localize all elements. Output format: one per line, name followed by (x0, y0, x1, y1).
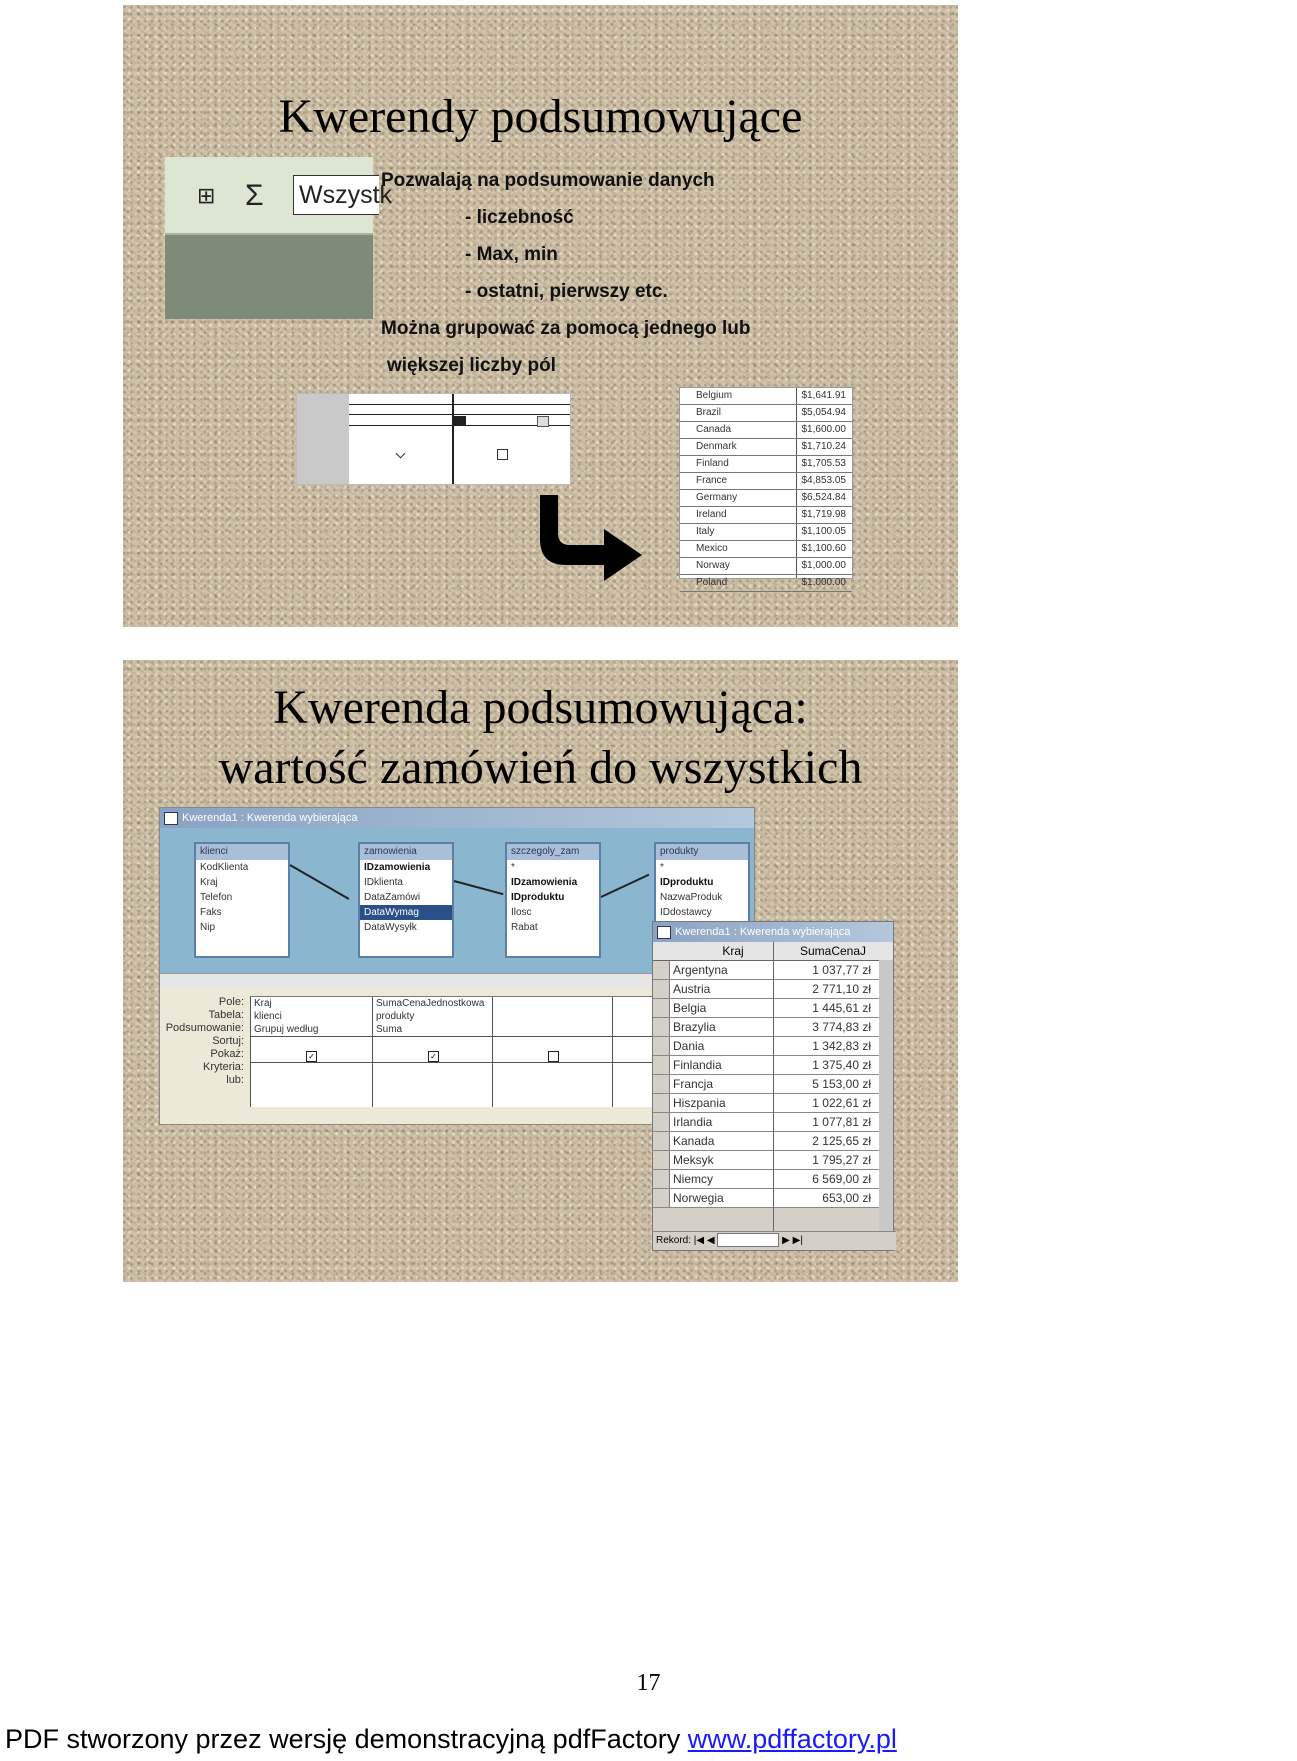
result-row (680, 541, 852, 558)
grid-label: Tabela: (208, 1009, 244, 1021)
row-selector[interactable] (653, 1113, 670, 1131)
row-selector[interactable] (653, 1056, 670, 1074)
result-row (680, 456, 852, 473)
row-selector[interactable] (653, 999, 670, 1017)
table-field: DataWymag (360, 905, 452, 920)
row-country: Italy (696, 526, 715, 537)
row-value: $4,853.05 (801, 475, 846, 486)
table-field: IDproduktu (511, 892, 565, 903)
table-klienci (194, 842, 290, 958)
row-value: $6,524.84 (801, 492, 846, 503)
table-field: NazwaProduk (660, 892, 723, 903)
table-field: Nip (200, 922, 216, 933)
dropdown-arrow-icon (537, 416, 549, 427)
result-row (680, 524, 852, 541)
footer-text: PDF stworzony przez wersję demonstracyjną pdfFactory (5, 1724, 688, 1754)
row-selector[interactable] (653, 1037, 670, 1055)
result-row (680, 558, 852, 575)
row-value: $1,710.24 (801, 441, 846, 452)
slide2-title-line2: wartość zamówień do wszystkich (218, 741, 863, 794)
table-field: * (660, 862, 664, 873)
bullet-line: - ostatni, pierwszy etc. (465, 281, 668, 302)
row-country: Dania (673, 1039, 705, 1053)
table-field: IDproduktu (660, 877, 714, 888)
grid-cell[interactable]: produkty (376, 1011, 415, 1022)
footer-link[interactable]: www.pdffactory.pl (687, 1724, 897, 1754)
table-field: Faks (200, 907, 222, 918)
table-field: Ilosc (511, 907, 532, 918)
curved-arrow-icon (536, 495, 646, 583)
nav-last-icon[interactable]: ▶| (792, 1235, 803, 1246)
vertical-scrollbar[interactable] (879, 960, 893, 1232)
row-value: 1 445,61 zł (812, 1001, 871, 1015)
result-row (680, 388, 852, 405)
row-selector[interactable] (653, 1151, 670, 1169)
row-value: $1,705.53 (801, 458, 846, 469)
table-field: Rabat (511, 922, 538, 933)
column-header[interactable]: Kraj (722, 944, 744, 958)
row-value: 1 795,27 zł (812, 1153, 871, 1167)
pdf-footer (5, 1724, 897, 1755)
table-name: zamowienia (360, 844, 452, 860)
table-field: DataZamówi (364, 892, 421, 903)
table-szczegoly (505, 842, 601, 958)
result-row (680, 473, 852, 490)
bullet-line: - Max, min (465, 244, 558, 265)
record-label: Rekord: (656, 1235, 692, 1246)
show-checkbox[interactable]: ✓ (428, 1051, 439, 1062)
grid-labels (160, 996, 248, 1087)
row-country: Brazil (696, 407, 722, 418)
grid-row-labels (297, 394, 349, 484)
query-icon (657, 926, 671, 939)
row-value: $1,719.98 (801, 509, 846, 520)
row-value: 1 342,83 zł (812, 1039, 871, 1053)
row-country: Belgia (673, 1001, 707, 1015)
slide-summary-queries (123, 5, 958, 627)
row-country: Belgium (696, 390, 733, 401)
row-selector[interactable] (653, 1170, 670, 1188)
check-icon (396, 449, 406, 459)
table-name: produkty (656, 844, 748, 860)
toolbar-bar (165, 157, 393, 235)
row-value: 2 771,10 zł (812, 982, 871, 996)
row-selector[interactable] (653, 1094, 670, 1112)
relation-line (601, 874, 650, 898)
grid-label: Sortuj: (212, 1035, 244, 1047)
row-country: Kanada (673, 1134, 715, 1148)
row-country: France (696, 475, 728, 486)
grid-label: Kryteria: (203, 1061, 244, 1073)
row-selector[interactable] (653, 1075, 670, 1093)
row-value: $1,600.00 (801, 424, 846, 435)
record-number-input[interactable] (717, 1233, 779, 1247)
slide1-title: Kwerendy podsumowujące (278, 90, 803, 143)
window-titlebar (160, 808, 754, 828)
record-navigator[interactable] (653, 1231, 896, 1250)
row-value: 1 037,77 zł (812, 963, 871, 977)
bullet-line: Można grupować za pomocą jednego lub (381, 318, 751, 339)
row-value: 6 569,00 zł (812, 1172, 871, 1186)
show-checkbox[interactable] (548, 1051, 559, 1062)
result-row (680, 575, 852, 592)
query-icon (164, 812, 178, 825)
row-country: Canada (696, 424, 732, 435)
grid-label: Pole: (218, 996, 244, 1008)
row-country: Niemcy (673, 1172, 714, 1186)
table-name: szczegoly_zam (507, 844, 599, 860)
result-title: Kwerenda1 : Kwerenda wybierająca (675, 926, 851, 938)
grid-cell[interactable]: Suma (376, 1024, 403, 1035)
row-selector[interactable] (653, 1189, 670, 1207)
column-header[interactable]: SumaCenaJ (799, 944, 867, 958)
row-value: 1 077,81 zł (812, 1115, 871, 1129)
row-value: $5,054.94 (801, 407, 846, 418)
check-icon (497, 449, 508, 460)
row-selector[interactable] (653, 980, 670, 998)
table-field: KodKlienta (200, 862, 249, 873)
row-country: Meksyk (673, 1153, 714, 1167)
row-value: $1,100.05 (801, 526, 846, 537)
row-value: $1,100.60 (801, 543, 846, 554)
row-country: Norwegia (673, 1191, 724, 1205)
top-values-box: Wszystk (293, 175, 379, 215)
table-field: IDdostawcy (660, 907, 712, 918)
result-row (680, 507, 852, 524)
grid-cell[interactable]: Kraj (254, 998, 272, 1009)
slide2-title-line1: Kwerenda podsumowująca: (273, 681, 808, 734)
table-field: Telefon (200, 892, 233, 903)
row-country: Denmark (696, 441, 737, 452)
table-field: IDzamowienia (364, 862, 431, 873)
row-value: $1,000.00 (801, 577, 846, 588)
bullet-line: większej liczby pól (387, 355, 556, 376)
relation-line (454, 880, 504, 895)
row-country: Argentyna (673, 963, 728, 977)
page-number: 17 (636, 1670, 661, 1696)
query-grid-screenshot (296, 393, 571, 485)
nav-prev-icon[interactable]: ◀ (706, 1235, 715, 1246)
query-result-window (652, 921, 894, 1251)
row-value: 3 774,83 zł (812, 1020, 871, 1034)
row-country: Irlandia (673, 1115, 713, 1129)
row-country: Ireland (696, 509, 727, 520)
slide1-bullets (381, 162, 941, 384)
row-value: 2 125,65 zł (812, 1134, 871, 1148)
row-selector[interactable] (653, 1018, 670, 1036)
result-row (680, 405, 852, 422)
grid-cell[interactable]: klienci (254, 1011, 282, 1022)
table-zamowienia (358, 842, 454, 958)
row-value: 1 375,40 zł (812, 1058, 871, 1072)
grid-label: Pokaż: (210, 1048, 244, 1060)
result-rows (680, 388, 852, 592)
row-value: $1,641.91 (801, 390, 846, 401)
bullet-line: Pozwalają na podsumowanie danych (381, 170, 715, 191)
row-country: Brazylia (673, 1020, 716, 1034)
row-country: Mexico (696, 543, 728, 554)
result-table-screenshot (679, 387, 853, 588)
grid-cell[interactable]: SumaCenaJednostkowa (376, 998, 485, 1009)
result-row (680, 490, 852, 507)
row-country: Hiszpania (673, 1096, 726, 1110)
row-country: Germany (696, 492, 738, 503)
row-value: 5 153,00 zł (812, 1077, 871, 1091)
result-row (680, 422, 852, 439)
row-country: Norway (696, 560, 730, 571)
table-field: IDzamowienia (511, 877, 578, 888)
sigma-totals-icon: Σ (245, 179, 264, 212)
relation-line (290, 864, 350, 900)
table-field: IDklienta (364, 877, 403, 888)
bullet-line: - liczebność (465, 207, 574, 228)
row-country: Austria (673, 982, 711, 996)
result-row (680, 439, 852, 456)
row-value: 653,00 zł (822, 1191, 871, 1205)
row-value: $1,000.00 (801, 560, 846, 571)
grid-cell[interactable]: Grupuj według (254, 1024, 319, 1035)
table-field: Kraj (200, 877, 218, 888)
table-field: DataWysyłk (364, 922, 417, 933)
slide-order-value-query (123, 660, 958, 1282)
grid-label: lub: (226, 1074, 244, 1086)
row-selector[interactable] (653, 1132, 670, 1150)
grid-label: Podsumowanie: (165, 1022, 244, 1034)
result-titlebar (653, 922, 893, 942)
table-field: * (511, 862, 515, 873)
row-country: Francja (673, 1077, 714, 1091)
add-table-icon: ⊞ (197, 183, 216, 208)
window-title: Kwerenda1 : Kwerenda wybierająca (182, 812, 358, 824)
row-country: Finlandia (673, 1058, 722, 1072)
row-country: Poland (696, 577, 728, 588)
row-selector[interactable] (653, 961, 670, 979)
nav-first-icon[interactable]: |◀ (693, 1235, 707, 1246)
table-name: klienci (196, 844, 288, 860)
show-checkbox[interactable]: ✓ (306, 1051, 317, 1062)
toolbar-screenshot (165, 157, 393, 319)
nav-next-icon[interactable]: ▶ (782, 1235, 790, 1246)
row-country: Finland (696, 458, 729, 469)
row-value: 1 022,61 zł (812, 1096, 871, 1110)
